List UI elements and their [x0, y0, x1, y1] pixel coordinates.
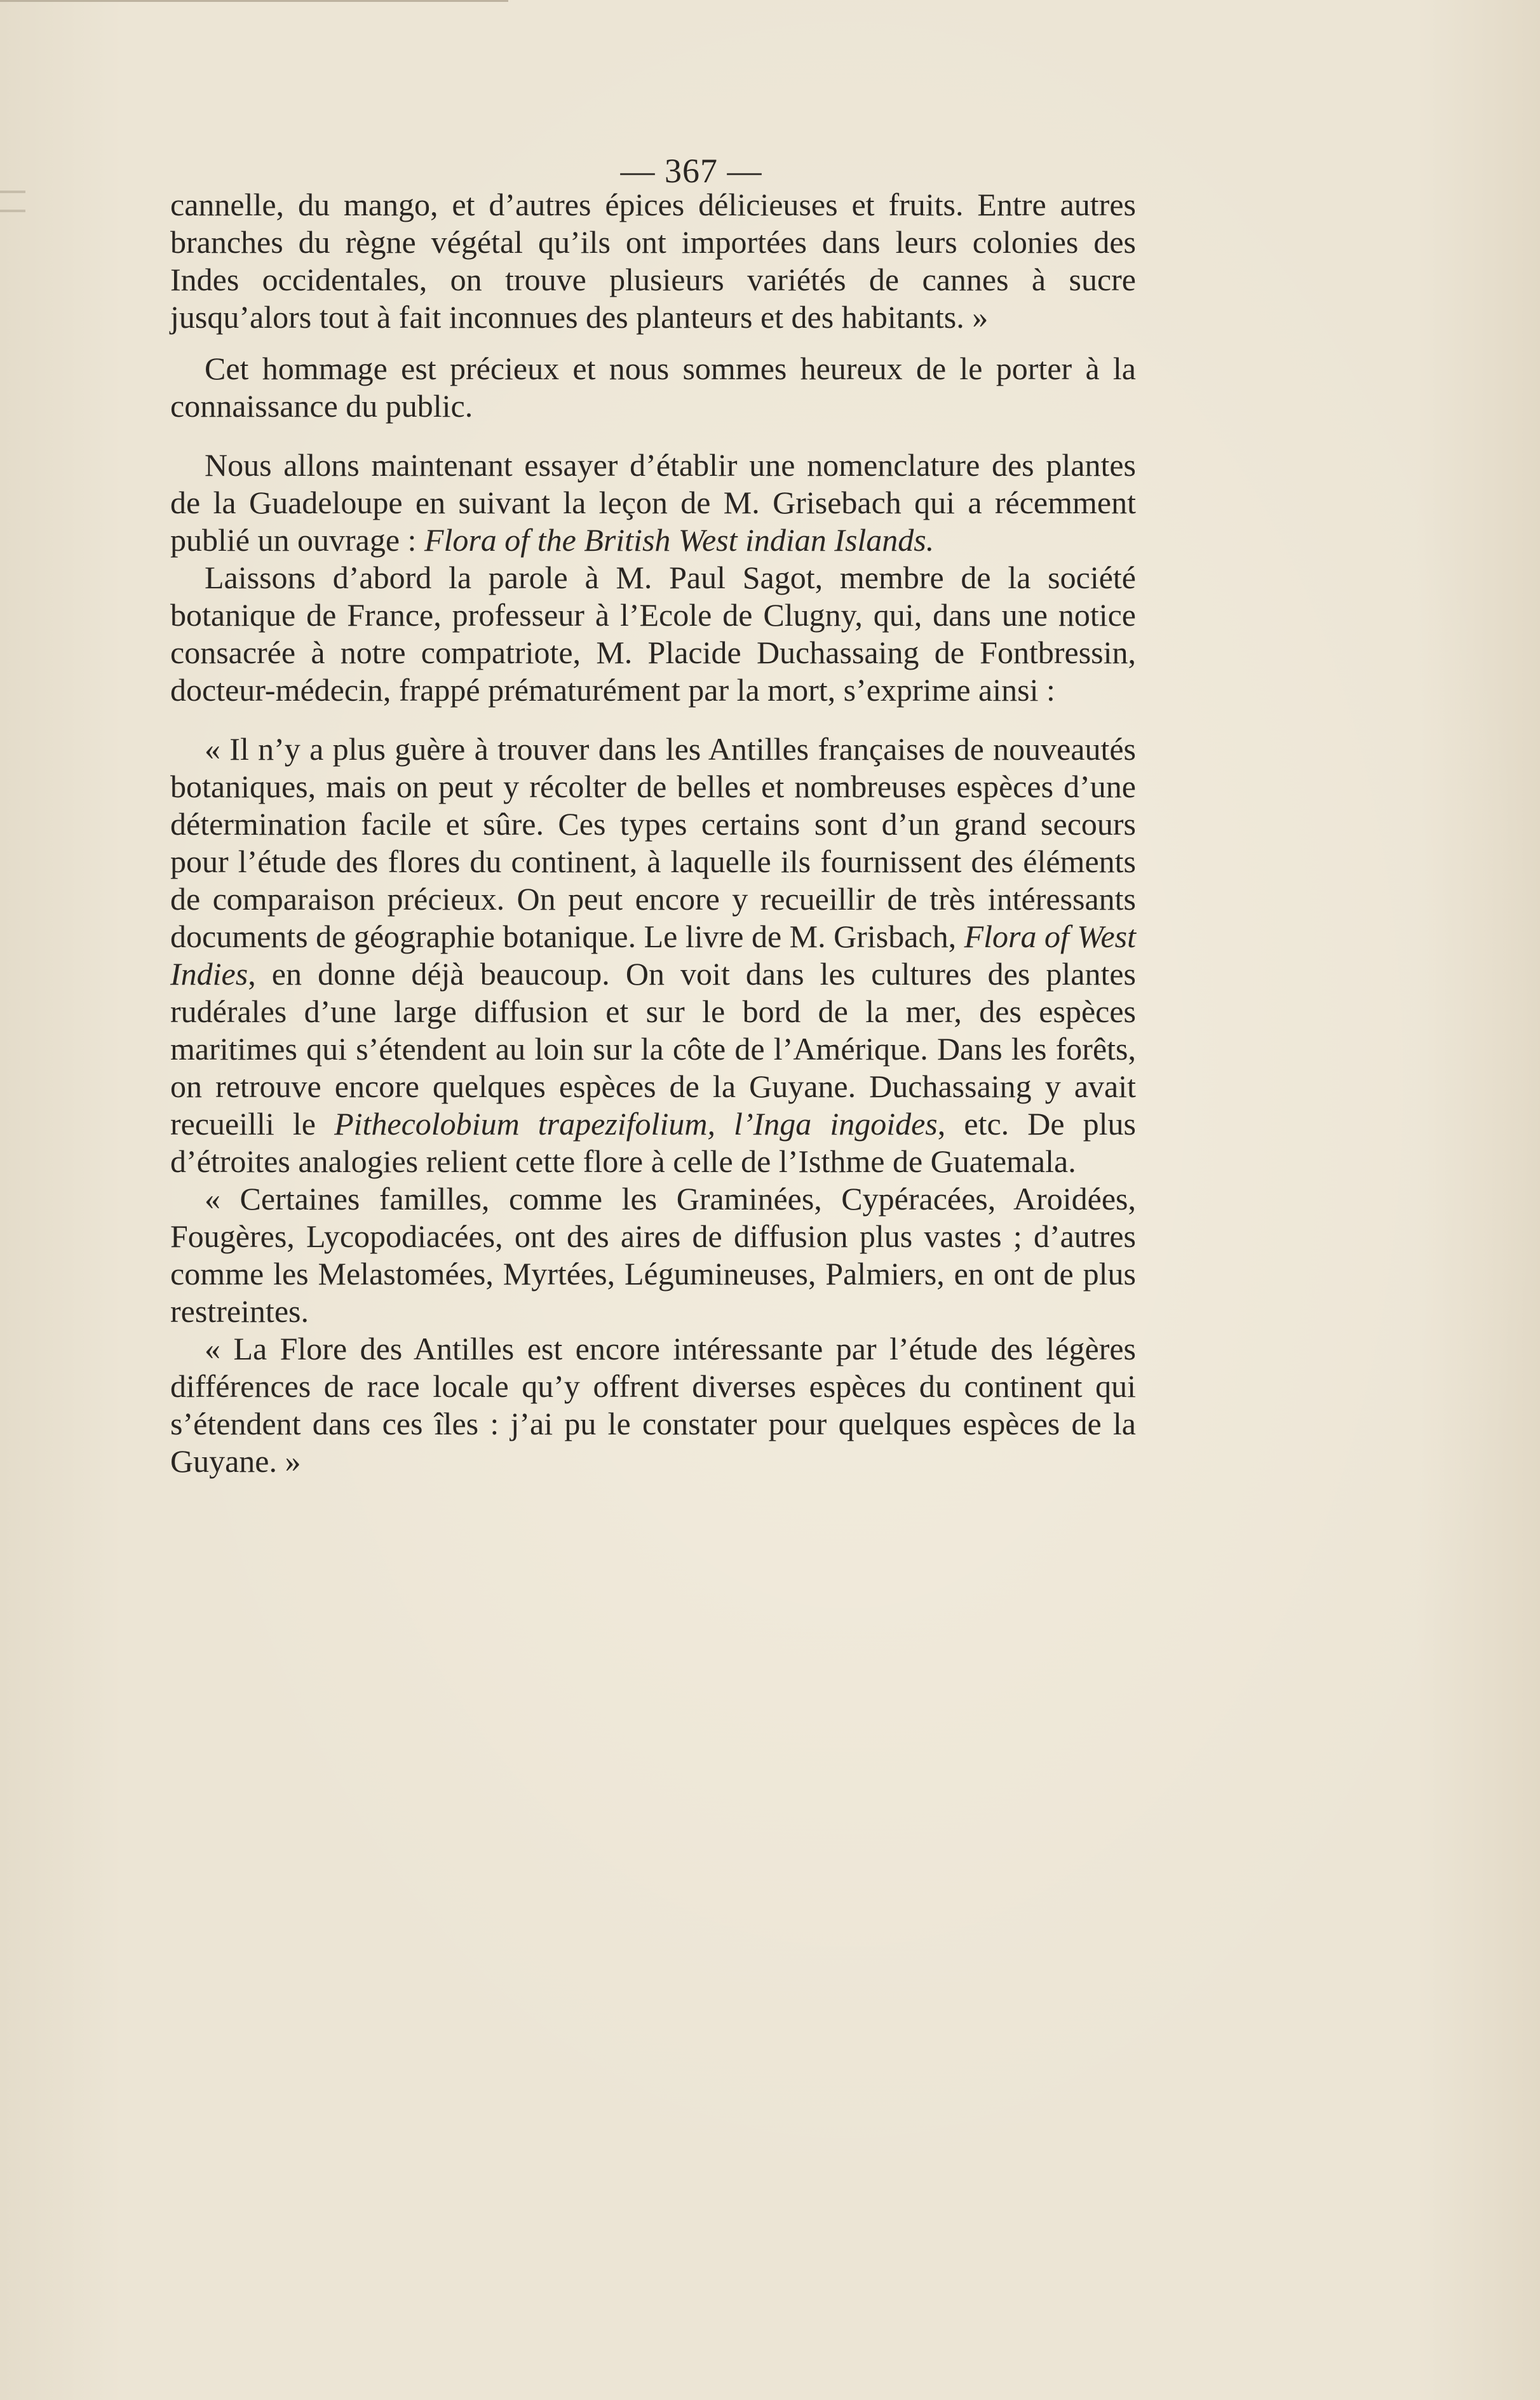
paragraph-5	[170, 731, 1136, 1180]
book-title-italic: Flora of the British West indian Islands.	[424, 522, 935, 558]
paragraph-1	[170, 186, 1136, 336]
paragraph-text: Cet hommage est précieux et nous sommes heureux de le porter à la connaissance du public.	[170, 351, 1136, 424]
left-edge-mark	[0, 210, 25, 212]
species-names-italic: Pithecolobium trapezifolium, l’Inga ingoides	[334, 1106, 938, 1142]
paragraph-3	[170, 447, 1136, 559]
paragraph-text: , en donne déjà beaucoup. On voit dans les cultures des plantes rudérales d’une large diffusion et sur le bord de la mer, des espèces maritimes qui s’étendent au loin sur la côte de l’Amérique. Dans les forêts, on retrouve encore quelques espèces de la Guyane. Duchassaing y avait recueilli le	[170, 956, 1136, 1142]
page-number: — 367 —	[620, 152, 762, 190]
paragraph-2	[170, 350, 1136, 425]
book-title-italic: Flora of West Indies	[170, 919, 1136, 992]
text-block	[170, 152, 1136, 1480]
paragraph-text: Laissons d’abord la parole à M. Paul Sagot, membre de la société botanique de France, professeur à l’Ecole de Clugny, qui, dans une notice consacrée à notre compatriote, M. Placide Duchassaing de Fontbressin, docteur-médecin, frappé prématurément par la mort, s’exprime ainsi :	[170, 560, 1136, 708]
paragraph-text: « Certaines familles, comme les Graminées, Cypéracées, Aroidées, Fougères, Lycopodiacées, ont des aires de diffusion plus vastes ; d’autres comme les Melastomées, Myrtées, Légumineuses, Palmiers, en ont de plus restreintes.	[170, 1181, 1136, 1329]
left-edge-mark	[0, 191, 25, 193]
paragraph-text: cannelle, du mango, et d’autres épices délicieuses et fruits. Entre autres branches du règne végétal qu’ils ont importées dans leurs colonies des Indes occidentales, on trouve plusieurs variétés de cannes à sucre jusqu’alors tout à fait inconnues des planteurs et des habitants. »	[170, 187, 1136, 335]
top-edge-rule	[0, 0, 508, 2]
paragraph-text: « Il n’y a plus guère à trouver dans les Antilles françaises de nouveautés botaniques, mais on peut y récolter de belles et nombreuses espèces d’une détermination facile et sûre. Ces types certains sont d’un grand secours pour l’étude des flores du continent, à laquelle ils fournissent des éléments de comparaison précieux. On peut encore y recueillir de très intéressants documents de géographie botanique. Le livre de M. Grisbach,	[170, 731, 1136, 954]
paragraph-7	[170, 1330, 1136, 1480]
paragraph-6	[170, 1180, 1136, 1330]
paragraph-text: « La Flore des Antilles est encore intéressante par l’étude des légères différences de race locale qu’y offrent diverses espèces du continent qui s’étendent dans ces îles : j’ai pu le constater pour quelques espèces de la Guyane. »	[170, 1331, 1136, 1479]
paragraph-4	[170, 559, 1136, 709]
paragraph-text: , etc. De plus d’étroites analogies relient cette flore à celle de l’Isthme de Guatemala.	[170, 1106, 1136, 1179]
paragraph-text: Nous allons maintenant essayer d’établir une nomenclature des plantes de la Guadeloupe en suivant la leçon de M. Grisebach qui a récemment publié un ouvrage :	[170, 447, 1136, 558]
